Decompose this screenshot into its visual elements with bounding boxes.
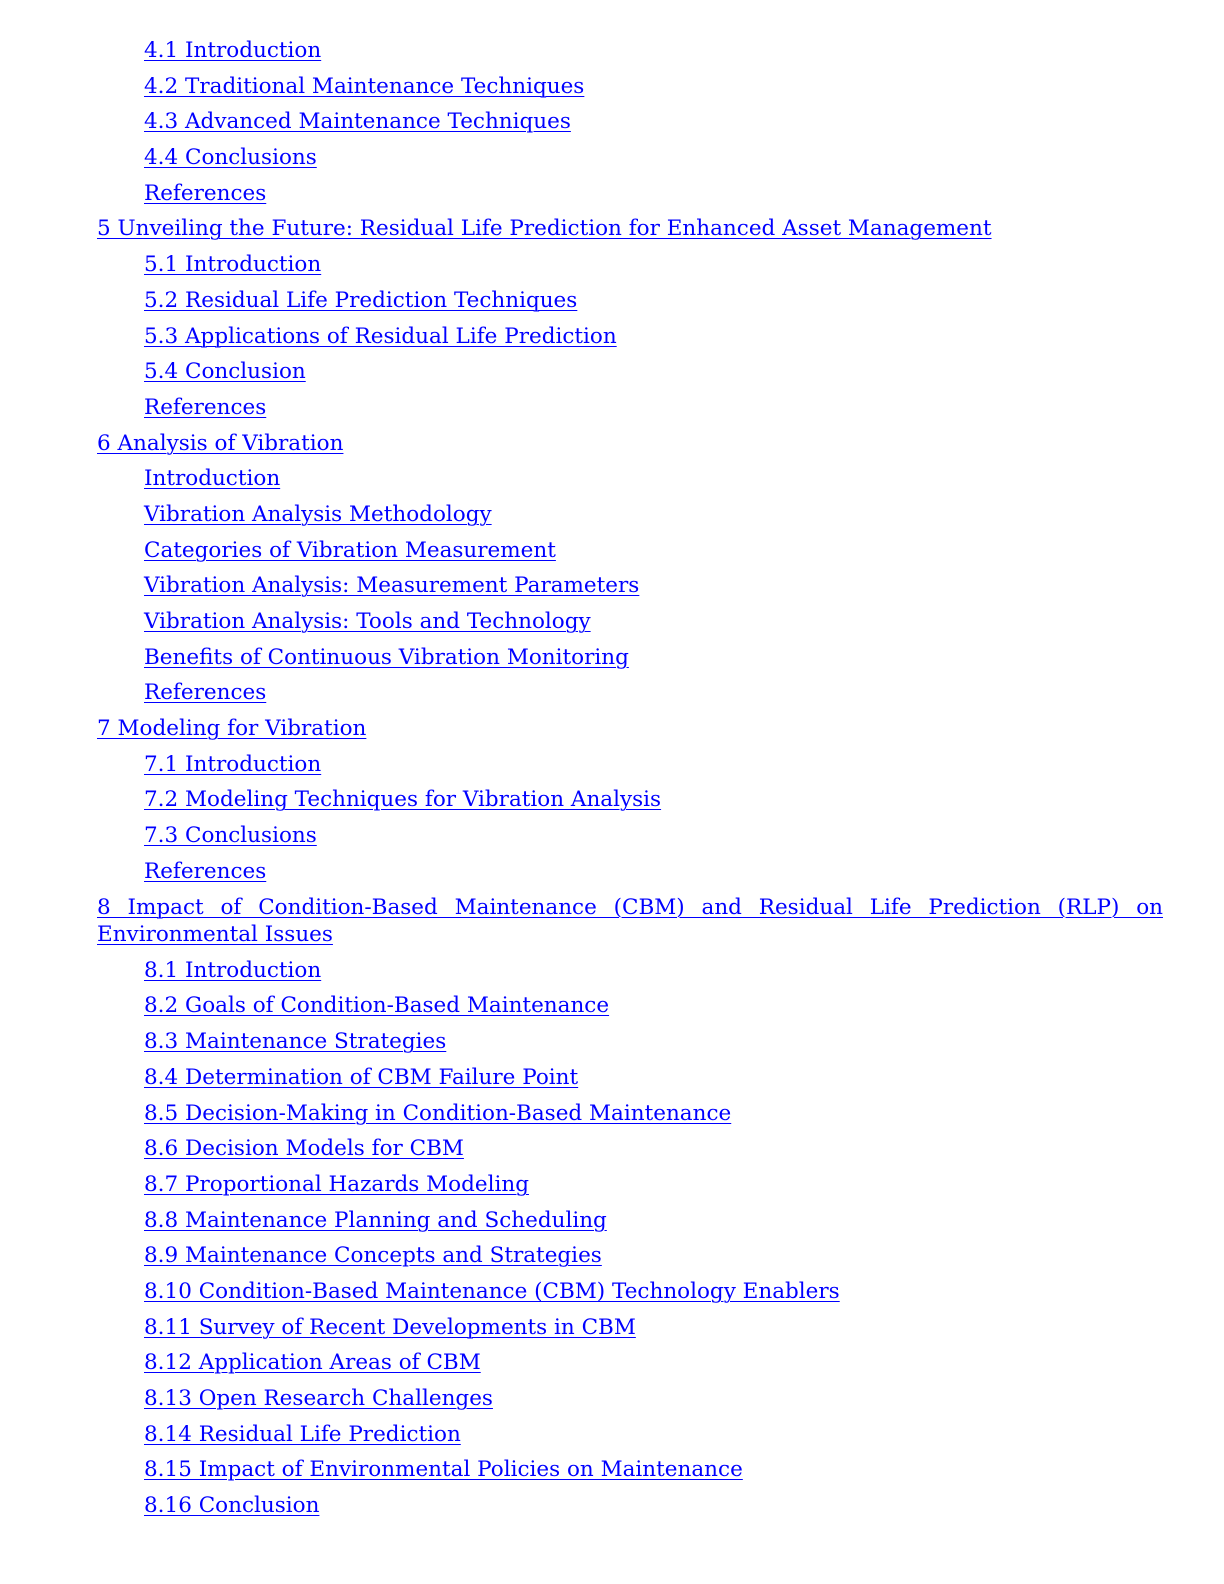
toc-section-link[interactable]: 5.3 Applications of Residual Life Prediction	[144, 323, 617, 349]
toc-section-link[interactable]: Categories of Vibration Measurement	[144, 537, 556, 563]
toc-section-link[interactable]: Introduction	[144, 466, 281, 492]
toc-section-link[interactable]: 8.4 Determination of CBM Failure Point	[144, 1064, 579, 1090]
toc-section-link[interactable]: 4.1 Introduction	[144, 38, 322, 63]
toc-section-link[interactable]: Vibration Analysis: Measurement Parameters	[144, 573, 640, 599]
toc-chapter-entry	[97, 715, 1163, 743]
toc-section-entry	[97, 1100, 1163, 1128]
toc-section-link[interactable]: 8.7 Proportional Hazards Modeling	[144, 1171, 529, 1197]
toc-section-entry	[97, 1492, 1163, 1520]
toc-section-link[interactable]: References	[144, 680, 267, 706]
toc-chapter-entry	[97, 430, 1163, 458]
toc-chapter-link[interactable]: 8 Impact of Condition-Based Maintenance (CBM) and Residual Life Prediction (RLP) on Environmental Issues	[97, 894, 1163, 948]
toc-section-entry	[97, 465, 1163, 493]
toc-section-entry	[97, 37, 1163, 65]
toc-section-entry	[97, 251, 1163, 279]
toc-section-link[interactable]: 8.15 Impact of Environmental Policies on Maintenance	[144, 1457, 743, 1483]
toc-section-entry	[97, 1278, 1163, 1306]
toc-section-link[interactable]: References	[144, 394, 267, 420]
toc-section-entry	[97, 287, 1163, 315]
toc-chapter-entry	[97, 894, 1163, 949]
toc-section-link[interactable]: 7.3 Conclusions	[144, 823, 317, 849]
toc-section-link[interactable]: 8.1 Introduction	[144, 957, 322, 983]
toc-section-link[interactable]: 8.2 Goals of Condition-Based Maintenance	[144, 993, 610, 1019]
table-of-contents	[97, 37, 1163, 1528]
toc-chapter-link[interactable]: 7 Modeling for Vibration	[97, 716, 367, 742]
toc-section-link[interactable]: 5.1 Introduction	[144, 252, 322, 278]
toc-section-entry	[97, 394, 1163, 422]
toc-section-entry	[97, 608, 1163, 636]
toc-section-entry	[97, 323, 1163, 351]
toc-section-entry	[97, 1314, 1163, 1342]
toc-section-link[interactable]: 8.9 Maintenance Concepts and Strategies	[144, 1243, 602, 1269]
toc-section-entry	[97, 73, 1163, 101]
toc-section-link[interactable]: 4.2 Traditional Maintenance Techniques	[144, 73, 585, 99]
toc-section-entry	[97, 858, 1163, 886]
toc-section-link[interactable]: Vibration Analysis: Tools and Technology	[144, 609, 591, 634]
toc-section-entry	[97, 358, 1163, 386]
toc-section-link[interactable]: References	[144, 180, 267, 206]
toc-section-link[interactable]: 8.12 Application Areas of CBM	[144, 1350, 481, 1376]
toc-section-link[interactable]: 8.11 Survey of Recent Developments in CBM	[144, 1314, 636, 1340]
toc-section-link[interactable]: Benefits of Continuous Vibration Monitoring	[144, 644, 629, 670]
toc-chapter-entry	[97, 215, 1163, 243]
toc-section-link[interactable]: 7.1 Introduction	[144, 751, 322, 777]
toc-section-link[interactable]: 4.3 Advanced Maintenance Techniques	[144, 109, 571, 135]
toc-section-entry	[97, 1171, 1163, 1199]
toc-section-link[interactable]: 4.4 Conclusions	[144, 145, 317, 171]
toc-chapter-link[interactable]: 6 Analysis of Vibration	[97, 430, 344, 456]
toc-section-entry	[97, 1207, 1163, 1235]
toc-section-entry	[97, 957, 1163, 985]
toc-section-link[interactable]: 8.10 Condition-Based Maintenance (CBM) Technology Enablers	[144, 1278, 840, 1304]
toc-section-entry	[97, 537, 1163, 565]
toc-section-entry	[97, 572, 1163, 600]
toc-section-entry	[97, 644, 1163, 672]
toc-section-link[interactable]: 8.6 Decision Models for CBM	[144, 1136, 464, 1162]
toc-section-link[interactable]: 5.2 Residual Life Prediction Techniques	[144, 287, 578, 313]
toc-section-link[interactable]: 5.4 Conclusion	[144, 359, 306, 385]
toc-section-link[interactable]: 8.5 Decision-Making in Condition-Based Maintenance	[144, 1100, 732, 1126]
toc-section-link[interactable]: Vibration Analysis Methodology	[144, 501, 492, 527]
toc-section-entry	[97, 1385, 1163, 1413]
toc-section-entry	[97, 751, 1163, 779]
toc-section-link[interactable]: 7.2 Modeling Techniques for Vibration Analysis	[144, 787, 662, 813]
toc-section-link[interactable]: 8.3 Maintenance Strategies	[144, 1029, 447, 1055]
toc-section-entry	[97, 180, 1163, 208]
toc-section-link[interactable]: 8.13 Open Research Challenges	[144, 1386, 493, 1412]
toc-section-entry	[97, 822, 1163, 850]
toc-section-link[interactable]: 8.16 Conclusion	[144, 1493, 320, 1519]
toc-chapter-link[interactable]: 5 Unveiling the Future: Residual Life Prediction for Enhanced Asset Management	[97, 216, 992, 242]
toc-section-entry	[97, 1064, 1163, 1092]
toc-section-entry	[97, 1421, 1163, 1449]
toc-section-link[interactable]: 8.14 Residual Life Prediction	[144, 1421, 461, 1447]
toc-section-entry	[97, 1242, 1163, 1270]
toc-section-entry	[97, 1349, 1163, 1377]
toc-section-entry	[97, 1135, 1163, 1163]
toc-section-entry	[97, 1028, 1163, 1056]
toc-section-entry	[97, 679, 1163, 707]
toc-section-entry	[97, 108, 1163, 136]
toc-section-entry	[97, 786, 1163, 814]
toc-section-link[interactable]: 8.8 Maintenance Planning and Scheduling	[144, 1207, 607, 1233]
toc-section-entry	[97, 992, 1163, 1020]
toc-section-entry	[97, 501, 1163, 529]
toc-section-link[interactable]: References	[144, 858, 267, 884]
toc-section-entry	[97, 1456, 1163, 1484]
toc-section-entry	[97, 144, 1163, 172]
